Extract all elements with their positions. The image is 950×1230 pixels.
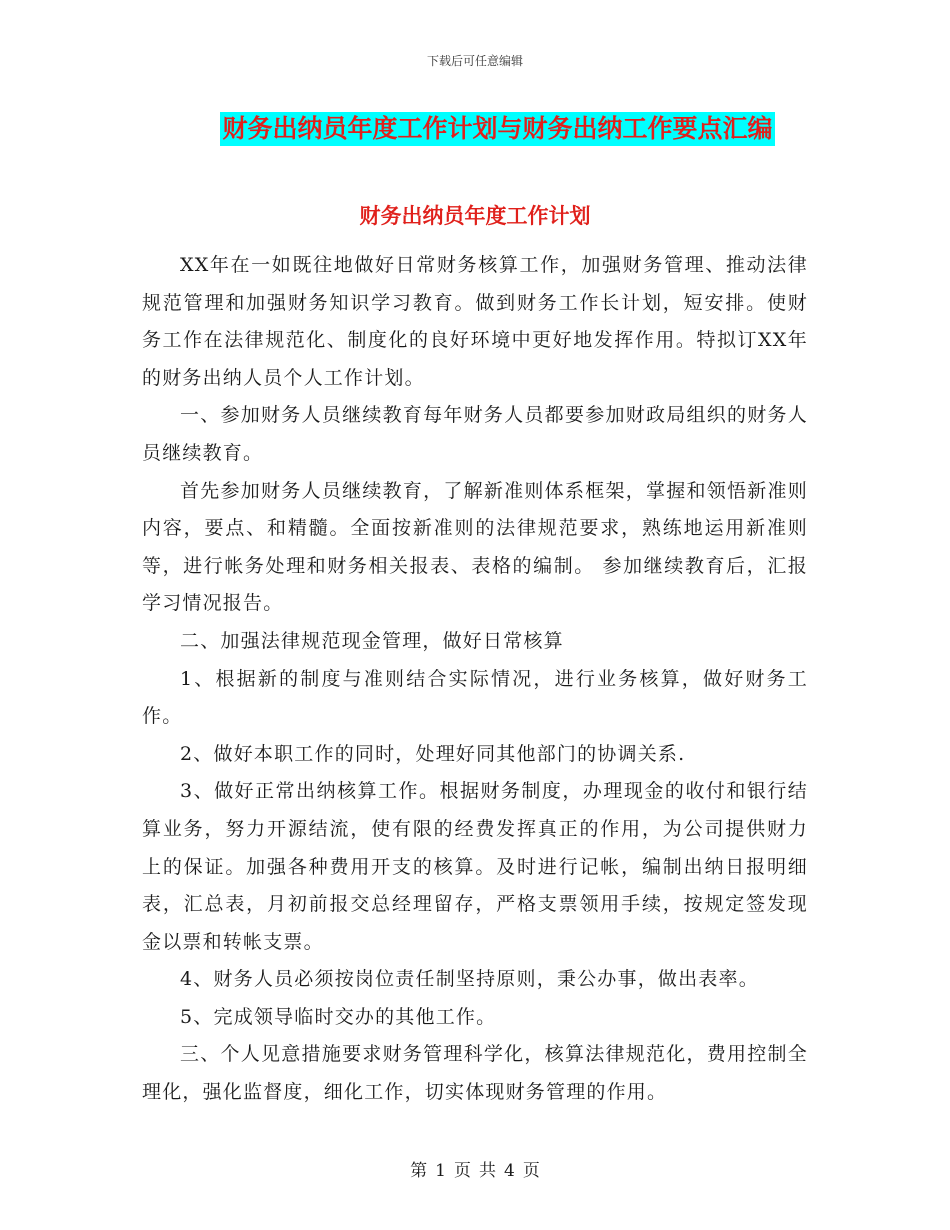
body-paragraph: 一、参加财务人员继续教育每年财务人员都要参加财政局组织的财务人员继续教育。 [142,404,808,464]
footer-page-mid: 页 [454,1161,471,1181]
footer-total-suffix: 页 [522,1161,540,1181]
body-paragraph: 三、个人见意措施要求财务管理科学化，核算法律规范化，费用控制全理化，强化监督度，细化工作，切实体现财务管理的作用。 [142,1043,808,1104]
body-paragraph: 1、根据新的制度与准则结合实际情况，进行业务核算，做好财务工作。 [142,667,808,728]
footer-total-pages: 4 [504,1161,515,1181]
footer-page-prefix: 第 [410,1161,428,1181]
page-footer [0,1156,950,1181]
main-title-text: 财务出纳员年度工作计划与财务出纳工作要点汇编 [220,112,774,146]
footer-total-prefix: 共 [479,1161,496,1181]
body-paragraph: 二、加强法律规范现金管理，做好日常核算 [180,629,564,652]
body-paragraph: 2、做好本职工作的同时，处理好同其他部门的协调关系. [180,742,686,765]
footer-current-page: 1 [435,1161,446,1181]
section-title: 财务出纳员年度工作计划 [359,203,591,228]
body-paragraph: 5、完成领导临时交办的其他工作。 [180,1005,497,1028]
page-header-note: 下载后可任意编辑 [426,54,523,68]
document-main-title [0,112,950,146]
document-body [142,247,808,1112]
body-paragraph: 3、做好正常出纳核算工作。根据财务制度，办理现金的收付和银行结算业务，努力开源结流，使有限的经费发挥真正的作用，为公司提供财力上的保证。加强各种费用开支的核算。及时进行记帐，编制出纳日报明细表，汇总表，月初前报交总经理留存，严格支票领用手续，按规定签发现金以票和转帐支票。 [142,780,808,953]
body-paragraph: XX年在一如既往地做好日常财务核算工作，加强财务管理、推动法律规范管理和加强财务知识学习教育。做到财务工作长计划，短安排。使财务工作在法律规范化、制度化的良好环境中更好地发挥作用。特拟订XX年的财务出纳人员个人工作计划。 [142,254,808,389]
body-paragraph: 4、财务人员必须按岗位责任制坚持原则，秉公办事，做出表率。 [180,968,759,991]
body-paragraph: 首先参加财务人员继续教育，了解新准则体系框架，掌握和领悟新准则内容，要点、和精髓。全面按新准则的法律规范要求，熟练地运用新准则等，进行帐务处理和财务相关报表、表格的编制。 参加继续教育后，汇报学习情况报告。 [142,479,808,615]
